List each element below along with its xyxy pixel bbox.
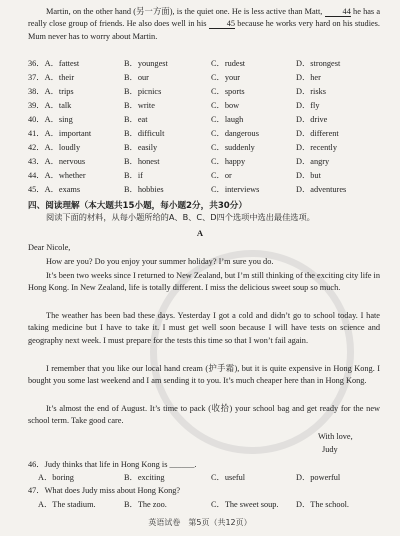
intro-line2b: because he works very hard on his studies. Mum never has to worry about Martin.: [28, 19, 380, 41]
option-a: 38．A．trips: [28, 87, 74, 96]
option-a: 40．A．sing: [28, 115, 73, 124]
option-c: C．suddenly: [211, 143, 255, 152]
option-c: C．laugh: [211, 115, 244, 124]
letter-signature: Judy: [322, 445, 338, 454]
option-row: [28, 99, 380, 111]
option-d: D．The school.: [296, 500, 349, 509]
option-c: C．rudest: [211, 59, 246, 68]
option-c: C．sports: [211, 87, 245, 96]
option-row: [28, 71, 380, 83]
option-d: D．risks: [296, 87, 326, 96]
passage-label: A: [196, 228, 204, 238]
question-stem: 46．Judy thinks that life in Hong Kong is ______.: [28, 460, 197, 469]
option-c: C．useful: [211, 473, 246, 482]
option-a: 37．A．their: [28, 73, 75, 82]
option-c: C．bow: [211, 101, 240, 110]
letter-paragraph: It’s been two weeks since I returned to New Zealand, but I’m still thinking of the exciting city life in Hong Kong. In New Zealand, life is totally different. I miss the delicious sweet soup so much.: [28, 271, 380, 293]
option-d: D．powerful: [296, 473, 341, 482]
blank-44: 44: [325, 7, 351, 17]
option-b: B．our: [124, 73, 149, 82]
option-b: B．The zoo.: [124, 500, 167, 509]
question-stem: 47．What does Judy miss about Hong Kong?: [28, 486, 181, 495]
option-a: 36．A．fattest: [28, 59, 80, 68]
letter-paragraph: The weather has been bad these days. Yesterday I got a cold and didn’t go to school today. I hate taking medicine but I have to take it. I must get well soon because I will have tests on science and geography next week. I must prepare for the tests this time so that I won’t fail again.: [28, 311, 380, 345]
option-b: B．write: [124, 101, 155, 110]
option-c: C．The sweet soup.: [211, 500, 279, 509]
option-row: [28, 57, 380, 69]
option-d: D．adventures: [296, 185, 347, 194]
option-b: B．eat: [124, 115, 148, 124]
option-c: C．interviews: [211, 185, 260, 194]
section-title: 四、阅读理解（本大题共15小题，每小题2分，共30分）: [28, 201, 247, 211]
option-row: [28, 85, 380, 97]
letter-closing: With love,: [318, 432, 353, 441]
option-b: B．picnics: [124, 87, 162, 96]
option-d: D．different: [296, 129, 339, 138]
option-d: D．but: [296, 171, 321, 180]
page-footer: 英语试卷 第5页（共12页）: [148, 518, 252, 527]
option-d: D．strongest: [296, 59, 341, 68]
option-a: A．The stadium.: [38, 500, 96, 509]
watermark-seal: [113, 213, 392, 492]
option-row: [28, 113, 380, 125]
intro-paragraph: [28, 6, 380, 43]
option-b: B．easily: [124, 143, 158, 152]
intro-line2a: he has a really close group of friends. He also does well in his: [28, 7, 381, 29]
option-row: [28, 127, 380, 139]
option-a: 41．A．important: [28, 129, 92, 138]
option-d: D．recently: [296, 143, 338, 152]
option-a: 43．A．nervous: [28, 157, 86, 166]
option-a: A．boring: [38, 473, 74, 482]
option-b: B．if: [124, 171, 143, 180]
option-c: C．your: [211, 73, 241, 82]
option-c: C．dangerous: [211, 129, 259, 138]
option-row: [28, 183, 380, 195]
option-a: 42．A．loudly: [28, 143, 81, 152]
option-c: C．happy: [211, 157, 246, 166]
letter-paragraph: How are you? Do you enjoy your summer holiday? I’m sure you do.: [46, 257, 274, 266]
letter-paragraph: It’s almost the end of August. It’s time to pack (收拾) your school bag and get ready for the new school term. Take good care.: [28, 404, 380, 426]
intro-line1: Martin, on the other hand (另一方面), is the quiet one. He is less active than Matt,: [46, 7, 323, 16]
option-d: D．her: [296, 73, 321, 82]
option-b: B．exciting: [124, 473, 165, 482]
option-a: 44．A．whether: [28, 171, 86, 180]
option-a: 39．A．talk: [28, 101, 72, 110]
option-row: [28, 169, 380, 181]
letter-paragraph: I remember that you like our local hand cream (护手霜), but it is quite expensive in Hong Kong. I bought you some last weekend and I am sending it to you. It’s much cheaper here than in Hong Kong.: [28, 364, 380, 386]
letter-greeting: Dear Nicole,: [28, 243, 71, 252]
option-d: D．angry: [296, 157, 330, 166]
blank-45: 45: [209, 19, 235, 29]
option-row: [28, 141, 380, 153]
option-row: [28, 498, 380, 510]
option-row: [28, 471, 380, 483]
option-b: B．difficult: [124, 129, 165, 138]
option-d: D．drive: [296, 115, 328, 124]
option-a: 45．A．exams: [28, 185, 81, 194]
option-b: B．hobbies: [124, 185, 164, 194]
option-b: B．youngest: [124, 59, 168, 68]
section-instruction: 阅读下面的材料，从每小题所给的A、B、C、D四个选项中选出最佳选项。: [46, 212, 315, 222]
option-d: D．fly: [296, 101, 320, 110]
option-row: [28, 155, 380, 167]
option-b: B．honest: [124, 157, 160, 166]
option-c: C．or: [211, 171, 232, 180]
